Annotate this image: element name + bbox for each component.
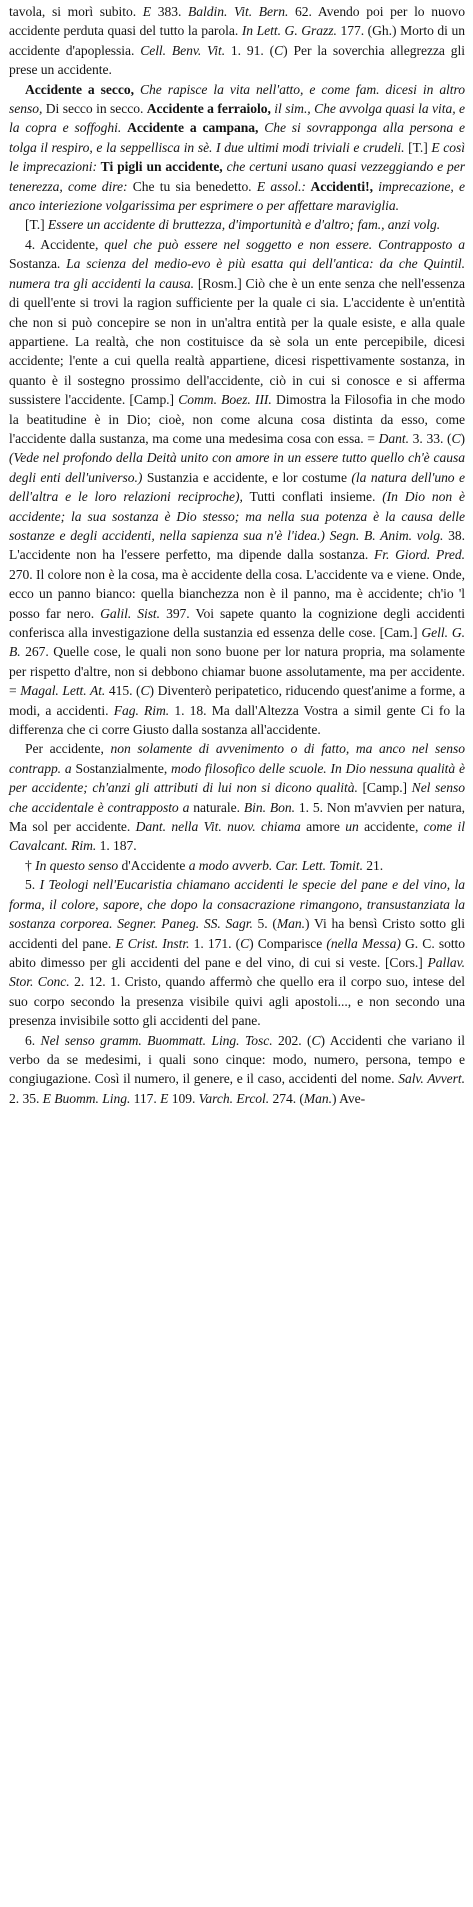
entry-paragraph bbox=[9, 80, 465, 216]
text-run: Sostanza. bbox=[9, 256, 67, 272]
italic-text-run: Bin. Bon. bbox=[243, 799, 295, 815]
italic-text-run: Nel senso gramm. Buommatt. Ling. Tosc. bbox=[40, 1032, 273, 1048]
entry-paragraph bbox=[9, 215, 465, 234]
italic-text-run: C bbox=[240, 935, 250, 951]
text-run: 177. (Gh.) Morto di un accidente d'apoplessia. bbox=[9, 23, 466, 58]
text-run: [T.] bbox=[404, 139, 432, 155]
entry-paragraph bbox=[9, 2, 465, 80]
text-run: ) Ave- bbox=[332, 1090, 366, 1106]
italic-text-run: Che rapisce la vita nell'atto, e come fam. dicesi in altro senso, bbox=[9, 81, 465, 117]
italic-text-run: Dant. nella Vit. nuov. chiama bbox=[135, 819, 301, 835]
text-run: 1. 171. ( bbox=[189, 935, 241, 951]
italic-text-run: E Buomm. Ling. bbox=[42, 1090, 131, 1106]
italic-text-run: C bbox=[311, 1032, 321, 1048]
dictionary-entry-accidente bbox=[9, 2, 465, 1108]
text-run: Dimostra la Filosofia in che modo la beatitudine è in Dio; cioè, non come alcuna cosa distinta da esso, come l'accidente dalla sustanza, ma come una medesima cosa con essa. = bbox=[9, 392, 465, 446]
text-run: 2. 35. bbox=[9, 1090, 43, 1106]
bold-headword: Accidente a ferraiolo, bbox=[146, 101, 271, 117]
text-run: Sustanzia e accidente, e lor costume bbox=[142, 469, 352, 485]
text-run: d'Accidente bbox=[118, 857, 189, 873]
entry-paragraph bbox=[9, 235, 465, 740]
italic-text-run: Cell. Benv. Vit. bbox=[140, 42, 226, 58]
text-run: 62. Avendo poi per lo nuovo accidente perduta quasi del tutto la parola. bbox=[9, 4, 465, 39]
text-run: 202. ( bbox=[272, 1032, 312, 1048]
italic-text-run: (Vede nel profondo della Deità unito con amore in un essere tutto quello ch'è causa degli enti dell'universo.) bbox=[9, 450, 465, 485]
italic-text-run: Galil. Sist. bbox=[100, 605, 161, 621]
italic-text-run: In Lett. G. Grazz. bbox=[241, 23, 337, 39]
italic-text-run: E bbox=[160, 1090, 169, 1106]
italic-text-run: E così le imprecazioni: bbox=[9, 139, 465, 175]
text-run: ) Vi ha bensì Cristo sotto gli accidenti del pane. bbox=[9, 916, 465, 951]
text-run: 383. bbox=[151, 4, 189, 19]
italic-text-run: Dant. bbox=[378, 430, 409, 446]
text-run: Tutti conflati insieme. bbox=[242, 489, 383, 505]
text-run: 267. Quelle cose, le quali non sono buone per lor natura propria, ma solamente per rispetto d'altre, non si debbono chiamar buone assolutamente, ma per accidente. = bbox=[9, 644, 465, 699]
text-run: ) Accidenti che variano il verbo da se medesimi, i quali sono cinque: modo, numero, persona, tempo e congiugazione. Così il numero, il genere, e il caso, accidenti del nome. bbox=[9, 1032, 465, 1087]
text-run: 3. 33. ( bbox=[408, 430, 452, 446]
text-run: 6. bbox=[25, 1032, 41, 1048]
italic-text-run: Segn. B. Anim. volg. bbox=[324, 527, 444, 543]
italic-text-run: Fag. Rim. bbox=[113, 702, 170, 718]
italic-text-run: il sim., Che avvolga quasi la vita, e la copra e soffoghi. bbox=[9, 101, 465, 136]
text-run: Di secco in secco. bbox=[42, 101, 147, 117]
italic-text-run: C bbox=[274, 42, 284, 58]
text-run: Sostanzialmente, bbox=[71, 760, 172, 776]
text-run: 1. 187. bbox=[96, 838, 137, 854]
text-run: 274. ( bbox=[269, 1090, 304, 1106]
text-run: G. C. sotto abito dimesso per gli accidenti del pane e del vino, di cui si veste. [Cors.] bbox=[9, 935, 466, 970]
text-run: ) Comparisce bbox=[249, 935, 327, 951]
text-run: [T.] bbox=[25, 217, 48, 233]
text-run: ) bbox=[460, 430, 465, 446]
bold-headword: Accidente a campana, bbox=[127, 120, 259, 136]
text-run: tavola, si morì subito. bbox=[9, 4, 143, 19]
italic-text-run: a modo avverb. Car. Lett. Tomit. bbox=[188, 857, 363, 873]
italic-text-run: imprecazione, e anco interiezione volgarissima per esprimere o per affettare maraviglia. bbox=[9, 178, 465, 214]
italic-text-run: E bbox=[142, 4, 152, 19]
italic-text-run: Gell. G. B. bbox=[9, 625, 465, 660]
text-run: 1. 18. Ma dall'Altezza Vostra a simil gente Ci fo la differenza che ci corre Giusto dalla sostanza all'accidente. bbox=[9, 702, 465, 738]
text-run: accidente, bbox=[358, 819, 424, 835]
italic-text-run: Essere un accidente di bruttezza, d'importunità e d'altro; fam., anzi volg. bbox=[47, 217, 441, 233]
italic-text-run: C bbox=[451, 430, 461, 446]
entry-paragraph bbox=[9, 1031, 465, 1109]
italic-text-run: E assol.: bbox=[256, 178, 306, 194]
text-run: 5. ( bbox=[252, 916, 277, 932]
italic-text-run: Che si sovrapponga alla persona e tolga il respiro, e la seppellisca in sè. I due ultimi modi triviali e crudeli. bbox=[9, 120, 465, 155]
text-run: 117. bbox=[130, 1090, 161, 1106]
italic-text-run: Comm. Boez. III. bbox=[178, 392, 272, 408]
italic-text-run: come il Cavalcant. Rim. bbox=[9, 819, 465, 854]
italic-text-run: modo filosofico delle scuole. In Dio nessuna qualità è per accidente; ch'anzi gli attributi di lui non si dicono qualità. bbox=[9, 760, 465, 796]
italic-text-run: Baldin. Vit. Bern. bbox=[188, 4, 289, 19]
text-run: 38. L'accidente non ha l'essere perfetto, ma dipende dalla sostanza. bbox=[9, 527, 465, 563]
text-run: ) Per la soverchia allegrezza gli prese un accidente. bbox=[9, 42, 465, 78]
italic-text-run: (la natura dell'uno e dell'altra e le loro relazioni reciproche), bbox=[9, 469, 466, 505]
text-run: 5. bbox=[25, 877, 40, 893]
entry-paragraph bbox=[9, 739, 465, 855]
italic-text-run: (nella Messa) bbox=[326, 935, 401, 951]
text-run: 1. 5. Non m'avvien per natura, Ma sol per accidente. bbox=[9, 799, 466, 835]
text-run: [Camp.] bbox=[357, 780, 412, 796]
italic-text-run: C bbox=[140, 683, 150, 699]
text-run: Che tu sia benedetto. bbox=[127, 178, 257, 194]
italic-text-run: In questo senso bbox=[35, 857, 119, 873]
text-run: 1. 91. ( bbox=[225, 42, 275, 58]
italic-text-run: un bbox=[345, 819, 359, 835]
entry-paragraph bbox=[9, 856, 465, 875]
text-run: naturale. bbox=[189, 799, 244, 815]
italic-text-run: Fr. Giord. Pred. bbox=[374, 547, 466, 563]
italic-text-run: E Crist. Instr. bbox=[115, 935, 190, 951]
italic-text-run: Magal. Lett. At. bbox=[20, 683, 106, 699]
italic-text-run: quel che può essere nel soggetto e non essere. Contrapposto a bbox=[104, 236, 465, 252]
text-run: 2. 12. 1. Cristo, quando affermò che quello era il corpo suo, intese del suo corpo secondo la presenza visibile quivi agli apostoli..., e non secondo una presenza invisibile sotto gli accidenti del pane. bbox=[9, 974, 465, 1029]
entry-paragraph bbox=[9, 875, 465, 1030]
text-run: 270. Il colore non è la cosa, ma è accidente della cosa. L'accidente va e viene. Onde, ecco un panno bianco: quella bianchezza non è il panno, ma è accidente; ch'io 'l posso far nero. bbox=[9, 566, 465, 621]
text-run: 109. bbox=[168, 1090, 199, 1106]
italic-text-run: non solamente di avvenimento o di fatto, ma anco nel senso contrapp. a bbox=[9, 741, 465, 776]
italic-text-run: I Teologi nell'Eucaristia chiamano accidenti le specie del pane e del vino, la forma, il colore, sapore, che dopo la consacrazione rimangono, transustanziata la sostanza corporea. Segner. Paneg. SS. Sagr. bbox=[9, 877, 465, 932]
italic-text-run: (In Dio non è accidente; la sua sostanza è Dio stesso; ma nella sua potenza è la causa delle sostanze e degli accidenti, nella sapienza sua n'è l'idea.) bbox=[9, 489, 465, 543]
text-run: 397. Voi sapete quanto la cognizione degli accidenti conferisca alla investigazione della sustanzia ed essenza delle cose. [Cam.] bbox=[9, 605, 465, 640]
bold-headword: Accidente a secco, bbox=[25, 81, 134, 97]
text-run: Per accidente, bbox=[25, 741, 111, 757]
text-run: [Rosm.] Ciò che è un ente senza che nell'essenza di quell'ente si trovi la ragion sufficiente per la quale ci sia. L'accidente è un'entità che non si può concepire se non in un'altra entità per la quale esiste, e alla quale appartiene. La realtà, che non costituisce da sè sola un ente percepibile, dicesi accidente; l'ente a cui quella realtà appartiene, dicesi rispettivamente sostanza, in quanto è il sostegno prossimo dell'accidente, ciò in cui si conosce e si afferma sussistere l'accidente. [Camp.] bbox=[9, 275, 465, 408]
text-run: † bbox=[25, 857, 36, 873]
text-run: 21. bbox=[362, 857, 384, 873]
bold-headword: Ti pigli un accidente, bbox=[97, 159, 223, 175]
italic-text-run: Salv. Avvert. bbox=[398, 1071, 465, 1087]
italic-text-run: La scienza del medio-evo è più esatta qui dell'antica: da che Quintil. numera tra gli accidenti la causa. bbox=[9, 256, 465, 291]
bold-headword: Accidenti!, bbox=[305, 178, 373, 194]
italic-text-run: Man. bbox=[303, 1090, 333, 1106]
italic-text-run: Pallav. Stor. Conc. bbox=[9, 954, 465, 990]
text-run: ) Diventerò peripatetico, riducendo quest'anime a forme, a modi, a accidenti. bbox=[9, 683, 466, 718]
italic-text-run: che certuni usano quasi vezzeggiando e per tenerezza, come dire: bbox=[9, 159, 466, 194]
text-run: 4. Accidente, bbox=[25, 236, 105, 252]
italic-text-run: Nel senso che accidentale è contrapposto a bbox=[9, 780, 465, 815]
text-run: 415. ( bbox=[105, 683, 141, 699]
italic-text-run: Man. bbox=[276, 916, 306, 932]
text-run: amore bbox=[300, 819, 346, 835]
italic-text-run: Varch. Ercol. bbox=[198, 1090, 270, 1106]
